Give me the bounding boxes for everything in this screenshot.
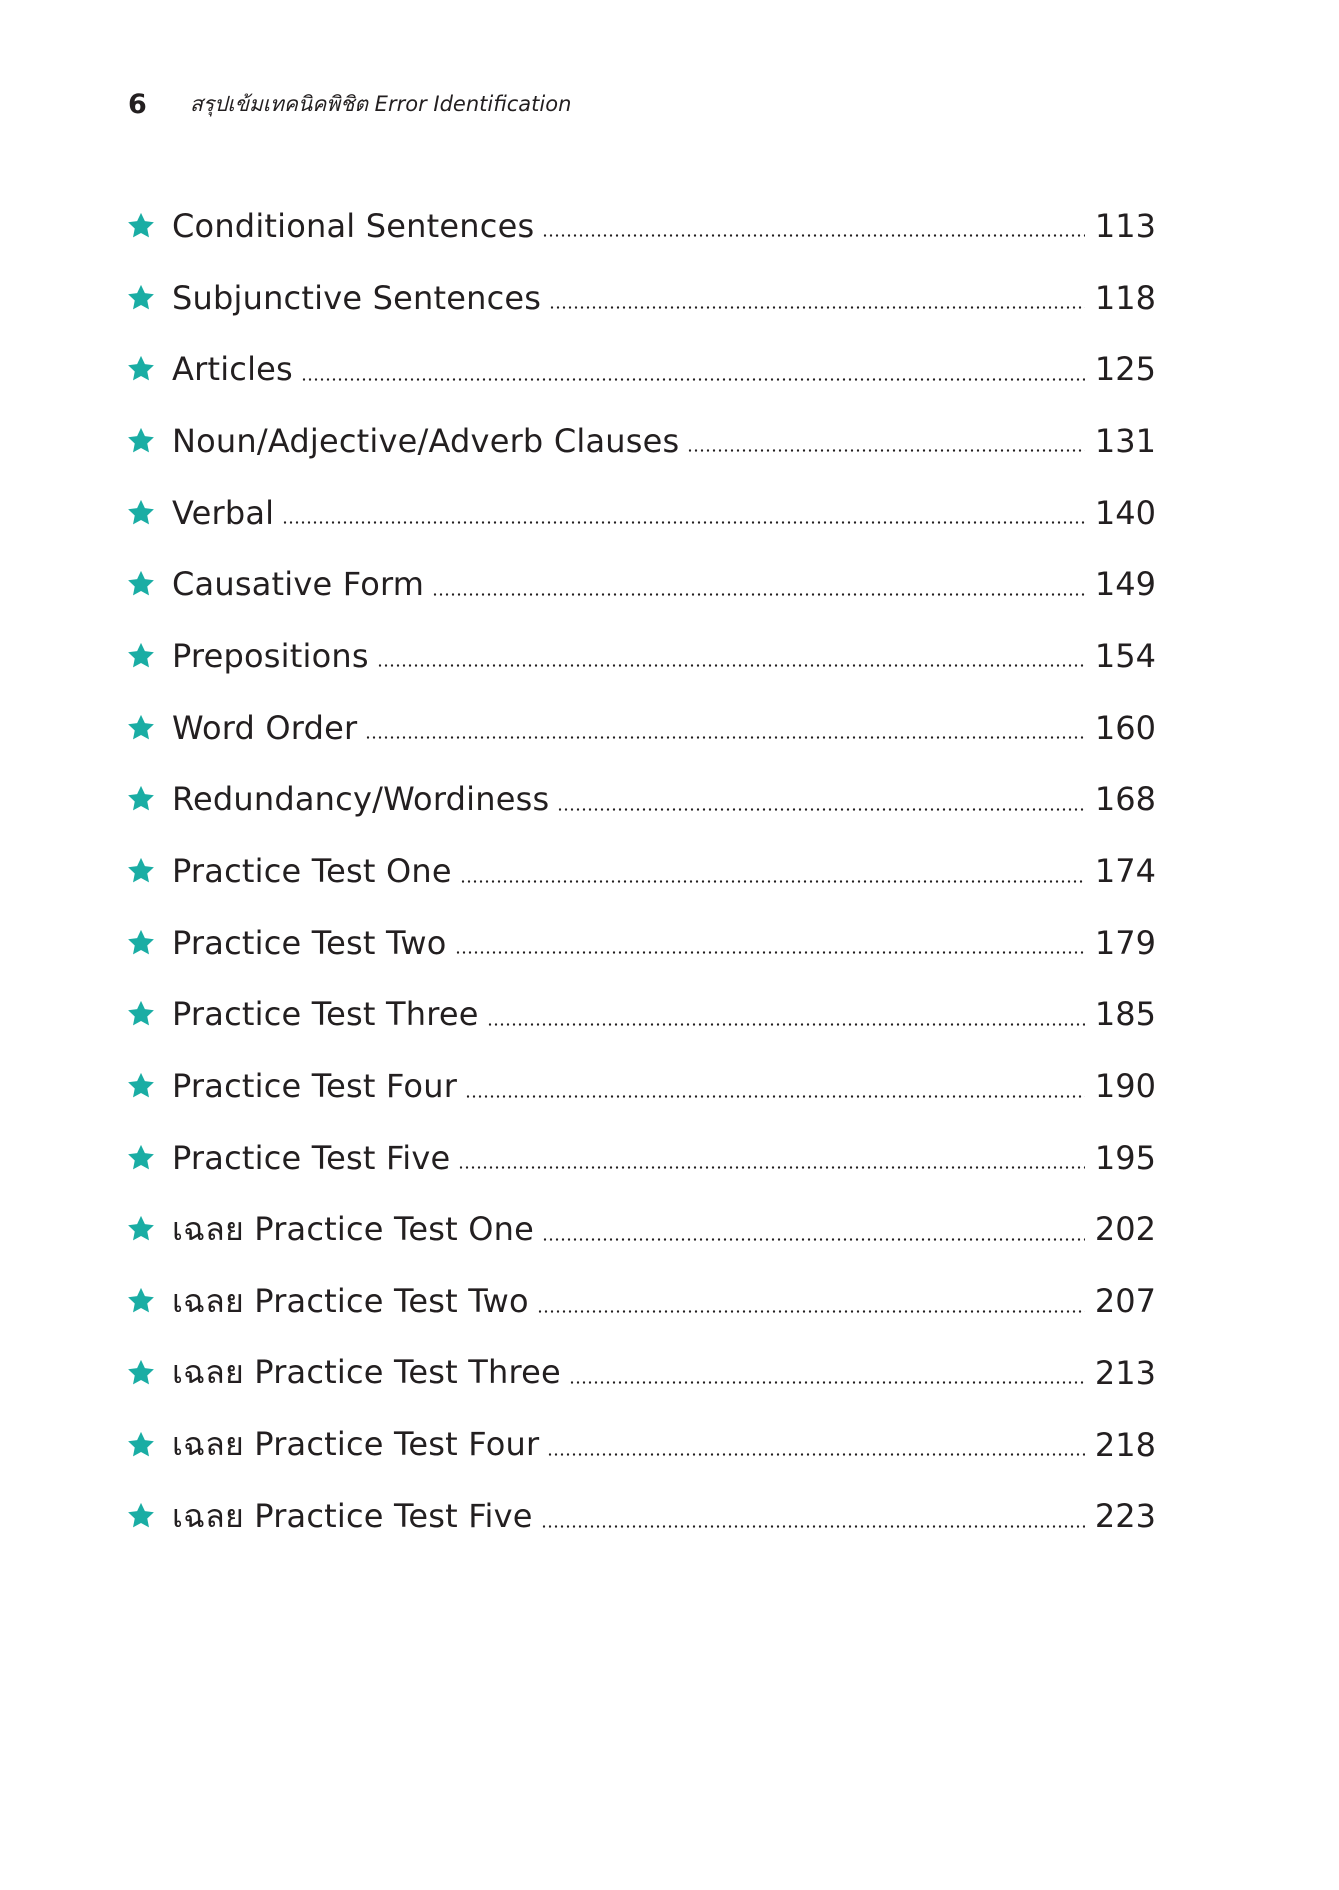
dot-leader bbox=[569, 1381, 1085, 1384]
toc-entry-page: 174 bbox=[1094, 852, 1156, 891]
dot-leader bbox=[547, 1453, 1085, 1456]
running-title: สรุปเข้มเทคนิคพิชิต Error Identification bbox=[190, 91, 572, 116]
toc-entry-title: Articles bbox=[172, 350, 293, 389]
toc-entry-page: 131 bbox=[1094, 421, 1156, 460]
toc-entry-title: Conditional Sentences bbox=[172, 206, 535, 245]
dot-leader bbox=[460, 880, 1085, 883]
star-icon bbox=[126, 426, 156, 456]
toc-entry-page: 223 bbox=[1094, 1497, 1156, 1536]
toc-entry-title: Practice Test Four bbox=[172, 1067, 458, 1106]
star-icon bbox=[126, 498, 156, 528]
star-icon bbox=[126, 1430, 156, 1460]
star-icon bbox=[126, 354, 156, 384]
toc-entry-page: 149 bbox=[1094, 565, 1156, 604]
dot-leader bbox=[542, 1238, 1085, 1241]
toc-entry-title: เฉลย Practice Test Two bbox=[172, 1281, 529, 1320]
toc-entry-title: เฉลย Practice Test One bbox=[172, 1209, 534, 1248]
toc-entry-title: Practice Test One bbox=[172, 852, 452, 891]
star-icon bbox=[126, 713, 156, 743]
toc-entry-title: Practice Test Five bbox=[172, 1138, 451, 1177]
star-icon bbox=[126, 1214, 156, 1244]
toc-entry[interactable] bbox=[126, 1337, 1156, 1409]
star-icon bbox=[126, 784, 156, 814]
toc-entry-page: 202 bbox=[1094, 1210, 1156, 1249]
dot-leader bbox=[542, 234, 1085, 237]
toc-entry-page: 125 bbox=[1094, 350, 1156, 389]
star-icon bbox=[126, 569, 156, 599]
toc-entry[interactable] bbox=[126, 979, 1156, 1051]
toc-entry-title: Subjunctive Sentences bbox=[172, 278, 542, 317]
star-icon bbox=[126, 856, 156, 886]
toc-entry-title: Practice Test Three bbox=[172, 995, 479, 1034]
star-icon bbox=[126, 1501, 156, 1531]
dot-leader bbox=[455, 951, 1085, 954]
toc-entry-page: 195 bbox=[1094, 1138, 1156, 1177]
toc-entry-title: Word Order bbox=[172, 708, 358, 747]
toc-entry[interactable] bbox=[126, 620, 1156, 692]
star-icon bbox=[126, 1071, 156, 1101]
star-icon bbox=[126, 1143, 156, 1173]
star-icon bbox=[126, 928, 156, 958]
table-of-contents bbox=[126, 190, 1156, 1552]
star-icon bbox=[126, 283, 156, 313]
star-icon bbox=[126, 999, 156, 1029]
toc-entry-title: Noun/Adjective/Adverb Clauses bbox=[172, 421, 680, 460]
toc-entry[interactable] bbox=[126, 1265, 1156, 1337]
toc-entry-title: Redundancy/Wordiness bbox=[172, 780, 550, 819]
toc-entry[interactable] bbox=[126, 1480, 1156, 1552]
star-icon bbox=[126, 641, 156, 671]
toc-entry[interactable] bbox=[126, 405, 1156, 477]
dot-leader bbox=[282, 521, 1085, 524]
toc-entry-page: 160 bbox=[1094, 708, 1156, 747]
toc-entry-page: 179 bbox=[1094, 923, 1156, 962]
toc-entry-page: 207 bbox=[1094, 1282, 1156, 1321]
toc-entry[interactable] bbox=[126, 907, 1156, 979]
toc-entry[interactable] bbox=[126, 1194, 1156, 1266]
toc-entry-title: Practice Test Two bbox=[172, 923, 447, 962]
toc-entry-title: Prepositions bbox=[172, 636, 369, 675]
toc-entry[interactable] bbox=[126, 190, 1156, 262]
dot-leader bbox=[465, 1095, 1085, 1098]
toc-entry[interactable] bbox=[126, 1409, 1156, 1481]
page-header bbox=[128, 84, 571, 124]
toc-entry-title: เฉลย Practice Test Five bbox=[172, 1496, 533, 1535]
toc-entry[interactable] bbox=[126, 1122, 1156, 1194]
toc-entry[interactable] bbox=[126, 548, 1156, 620]
toc-entry-page: 218 bbox=[1094, 1425, 1156, 1464]
star-icon bbox=[126, 1358, 156, 1388]
dot-leader bbox=[458, 1166, 1085, 1169]
dot-leader bbox=[687, 449, 1085, 452]
toc-entry[interactable] bbox=[126, 333, 1156, 405]
toc-entry-page: 213 bbox=[1094, 1353, 1156, 1392]
dot-leader bbox=[549, 306, 1085, 309]
toc-entry-page: 185 bbox=[1094, 995, 1156, 1034]
dot-leader bbox=[487, 1023, 1085, 1026]
star-icon bbox=[126, 211, 156, 241]
page-number: 6 bbox=[128, 88, 147, 120]
toc-entry[interactable] bbox=[126, 835, 1156, 907]
toc-entry-title: เฉลย Practice Test Three bbox=[172, 1353, 561, 1392]
dot-leader bbox=[541, 1525, 1085, 1528]
toc-entry-title: เฉลย Practice Test Four bbox=[172, 1425, 540, 1464]
toc-entry-page: 118 bbox=[1094, 278, 1156, 317]
toc-entry-page: 154 bbox=[1094, 636, 1156, 675]
toc-entry[interactable] bbox=[126, 764, 1156, 836]
dot-leader bbox=[432, 593, 1085, 596]
dot-leader bbox=[365, 736, 1085, 739]
toc-entry-title: Verbal bbox=[172, 493, 275, 532]
dot-leader bbox=[377, 664, 1085, 667]
toc-entry[interactable] bbox=[126, 477, 1156, 549]
dot-leader bbox=[537, 1310, 1085, 1313]
star-icon bbox=[126, 1286, 156, 1316]
toc-entry-title: Causative Form bbox=[172, 565, 425, 604]
toc-entry[interactable] bbox=[126, 692, 1156, 764]
toc-entry[interactable] bbox=[126, 1050, 1156, 1122]
toc-entry-page: 140 bbox=[1094, 493, 1156, 532]
dot-leader bbox=[557, 808, 1085, 811]
toc-entry[interactable] bbox=[126, 262, 1156, 334]
dot-leader bbox=[301, 378, 1085, 381]
toc-entry-page: 168 bbox=[1094, 780, 1156, 819]
toc-entry-page: 190 bbox=[1094, 1067, 1156, 1106]
toc-entry-page: 113 bbox=[1094, 206, 1156, 245]
